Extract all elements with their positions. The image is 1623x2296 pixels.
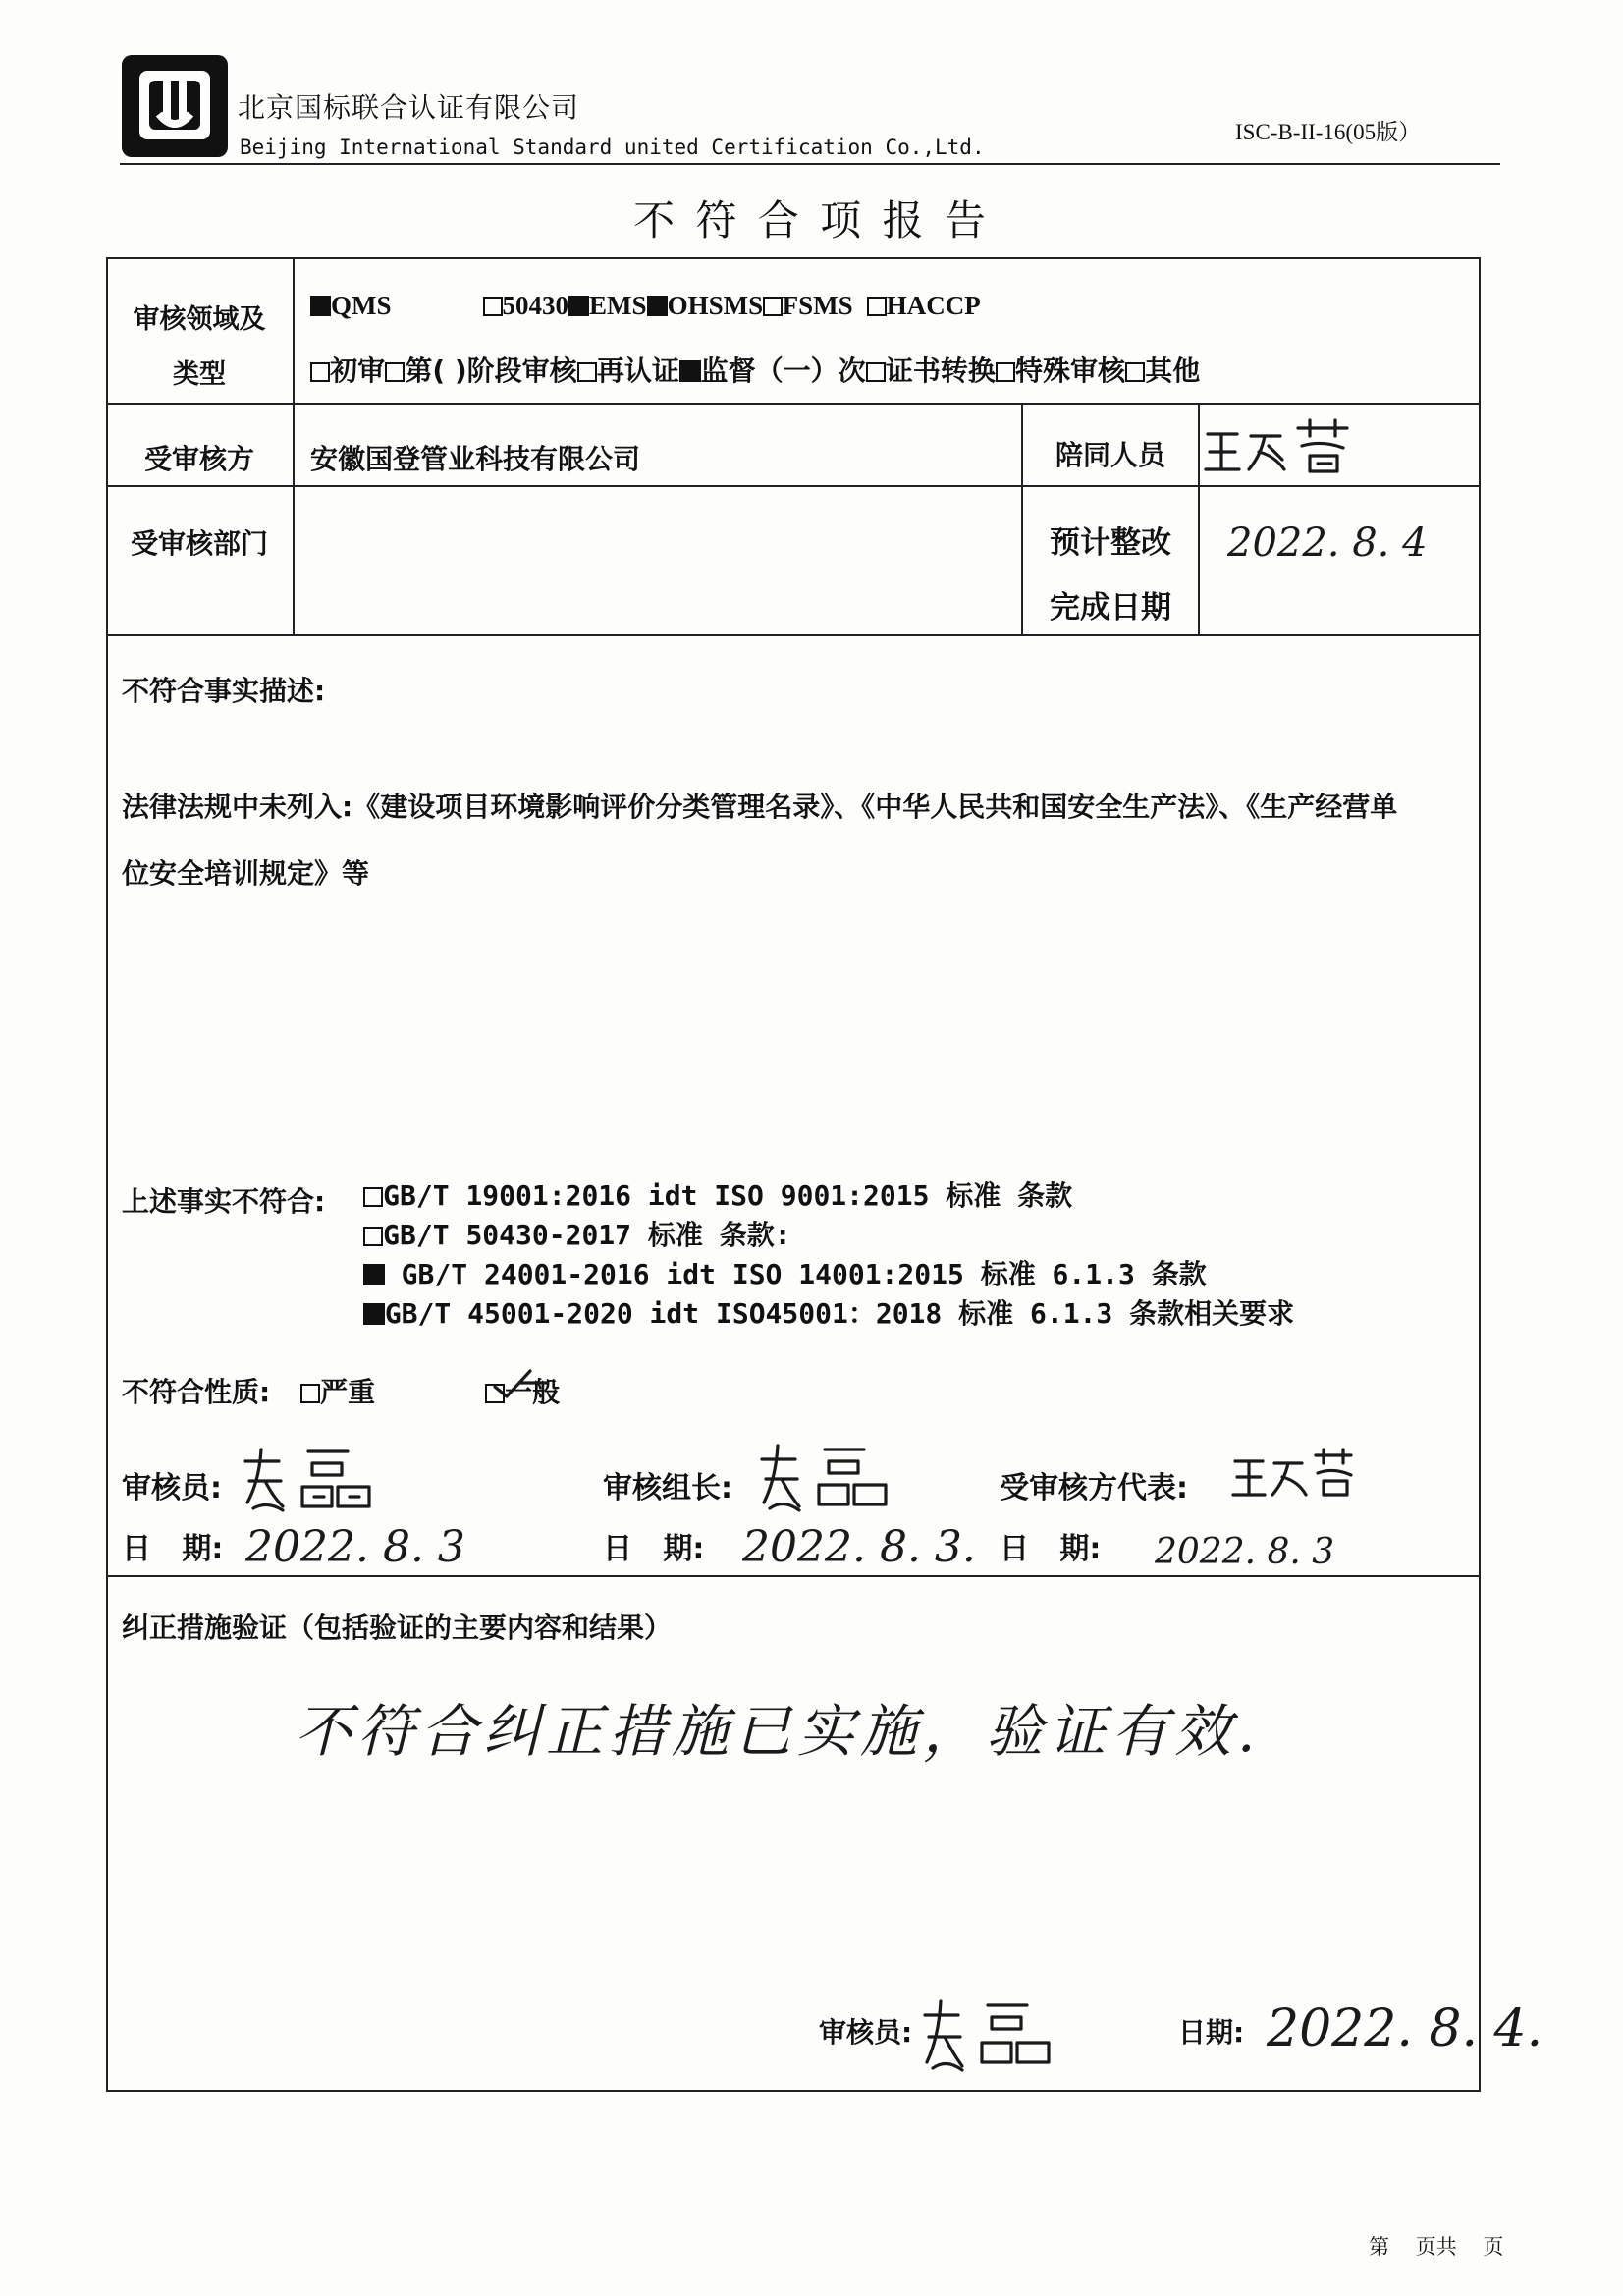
rep-label: 受审核方代表:: [1000, 1471, 1188, 1505]
escort-label: 陪同人员: [1055, 439, 1165, 471]
company-logo: [120, 53, 230, 159]
checkbox-mark: [310, 362, 330, 382]
auditor-date-label: 日 期:: [122, 1532, 224, 1566]
form-code: ISC-B-II-16(05版）: [1235, 120, 1422, 144]
auditee-label: 受审核方: [143, 443, 254, 475]
checkbox-mark: [385, 362, 405, 382]
verify-date-label: 日期:: [1178, 2016, 1245, 2049]
checkbox-mark: [1125, 362, 1145, 382]
standard-checkboxes: [310, 291, 981, 321]
checkbox-stage[interactable]: 第( )阶段审核: [385, 355, 577, 387]
due-date-label: 预计整改 完成日期: [1050, 525, 1171, 626]
facts-text-line1: 法律法规中未列入:《建设项目环境影响评价分类管理名录》、《中华人民共和国安全生产法》、《生产经营单: [122, 791, 1398, 823]
rep-signature: [1229, 1446, 1357, 1504]
clause-item[interactable]: GB/T 50430-2017 标准 条款:: [363, 1216, 1294, 1255]
checkbox-ems[interactable]: EMS: [568, 291, 647, 320]
clause-item[interactable]: GB/T 24001-2016 idt ISO 14001:2015 标准 6.1.3 条款: [363, 1255, 1294, 1294]
header-rule: [120, 163, 1500, 165]
clause-item[interactable]: GB/T 45001-2020 idt ISO45001：2018 标准 6.1.3 条款相关要求: [363, 1294, 1294, 1334]
verify-auditor-label: 审核员:: [819, 2016, 913, 2049]
checkbox-mark: [996, 362, 1015, 382]
checkbox-fsms[interactable]: FSMS: [763, 291, 852, 320]
escort-signature: [1200, 412, 1367, 481]
clause-item[interactable]: GB/T 19001:2016 idt ISO 9001:2015 标准 条款: [363, 1176, 1294, 1216]
company-name-en: Beijing International Standard united Certification Co.,Ltd.: [240, 136, 985, 159]
verification-handwritten: 不符合纠正措施已实施，验证有效.: [295, 1698, 1262, 1765]
company-name-cn: 北京国标联合认证有限公司: [238, 91, 580, 124]
checkbox-50430[interactable]: 50430: [483, 291, 568, 320]
auditee-name: 安徽国登管业科技有限公司: [310, 443, 641, 475]
checkbox-initial[interactable]: 初审: [310, 355, 385, 387]
checkbox-mark: [577, 362, 597, 382]
nature-general[interactable]: 一般: [485, 1371, 560, 1410]
table-rule: [293, 257, 295, 636]
leader-date-label: 日 期:: [603, 1532, 705, 1566]
page-number: 第 页共 页: [1369, 2235, 1504, 2259]
checkbox-mark: [483, 297, 502, 315]
table-rule: [106, 634, 1481, 636]
checkbox-mark: [363, 1264, 385, 1285]
auditor-date-value: 2022. 8. 3: [245, 1522, 465, 1572]
table-rule: [106, 1575, 1481, 1577]
checkbox-mark: [363, 1187, 383, 1207]
checkbox-mark: [363, 1303, 385, 1325]
rep-date-value: 2022. 8. 3: [1155, 1532, 1335, 1572]
due-date-value: 2022. 8. 4: [1227, 520, 1428, 566]
checkbox-ohsms[interactable]: OHSMS: [647, 291, 764, 320]
checkbox-surveillance[interactable]: 监督（一）次: [679, 355, 866, 387]
checkbox-mark: [310, 296, 331, 316]
rep-date-label: 日 期:: [1000, 1532, 1102, 1566]
verify-auditor-signature: [919, 1994, 1066, 2076]
leader-signature: [756, 1438, 903, 1516]
check-mark-icon: [491, 1363, 550, 1402]
checkbox-transfer[interactable]: 证书转换: [866, 355, 996, 387]
auditor-label: 审核员:: [122, 1471, 222, 1505]
checkbox-haccp[interactable]: HACCP: [867, 291, 980, 320]
checkbox-mark: [679, 360, 701, 382]
checkbox-other[interactable]: 其他: [1125, 355, 1200, 387]
clause-list: [363, 1176, 1294, 1334]
checkbox-qms[interactable]: QMS: [310, 291, 392, 320]
checkbox-recert[interactable]: 再认证: [577, 355, 679, 387]
nature-label: 不符合性质:: [122, 1376, 271, 1408]
page-title: 不 符 合 项 报 告: [633, 196, 990, 245]
table-rule: [106, 485, 1481, 487]
facts-label: 不符合事实描述:: [122, 675, 326, 707]
checkbox-mark: [363, 1227, 383, 1246]
checkbox-mark: [647, 296, 668, 316]
auditor-signature: [240, 1442, 387, 1516]
verify-date-value: 2022. 8. 4.: [1267, 1999, 1543, 2058]
table-rule: [106, 403, 1481, 405]
dept-label: 受审核部门: [130, 527, 268, 560]
scope-label: 审核领域及 类型: [133, 304, 266, 390]
checkbox-special[interactable]: 特殊审核: [996, 355, 1125, 387]
facts-text-line2: 位安全培训规定》等: [122, 857, 370, 890]
checkbox-mark: [867, 297, 886, 315]
nonconform-label: 上述事实不符合:: [122, 1185, 326, 1218]
leader-label: 审核组长:: [603, 1471, 732, 1505]
nature-serious[interactable]: 严重: [300, 1371, 375, 1410]
verification-label: 纠正措施验证（包括验证的主要内容和结果）: [122, 1612, 673, 1644]
checkbox-mark: [866, 362, 886, 382]
leader-date-value: 2022. 8. 3.: [742, 1522, 976, 1572]
audit-type-checkboxes: [310, 350, 1200, 389]
checkbox-mark: [300, 1384, 320, 1403]
checkbox-mark: [763, 297, 782, 315]
checkbox-mark: [568, 296, 589, 316]
